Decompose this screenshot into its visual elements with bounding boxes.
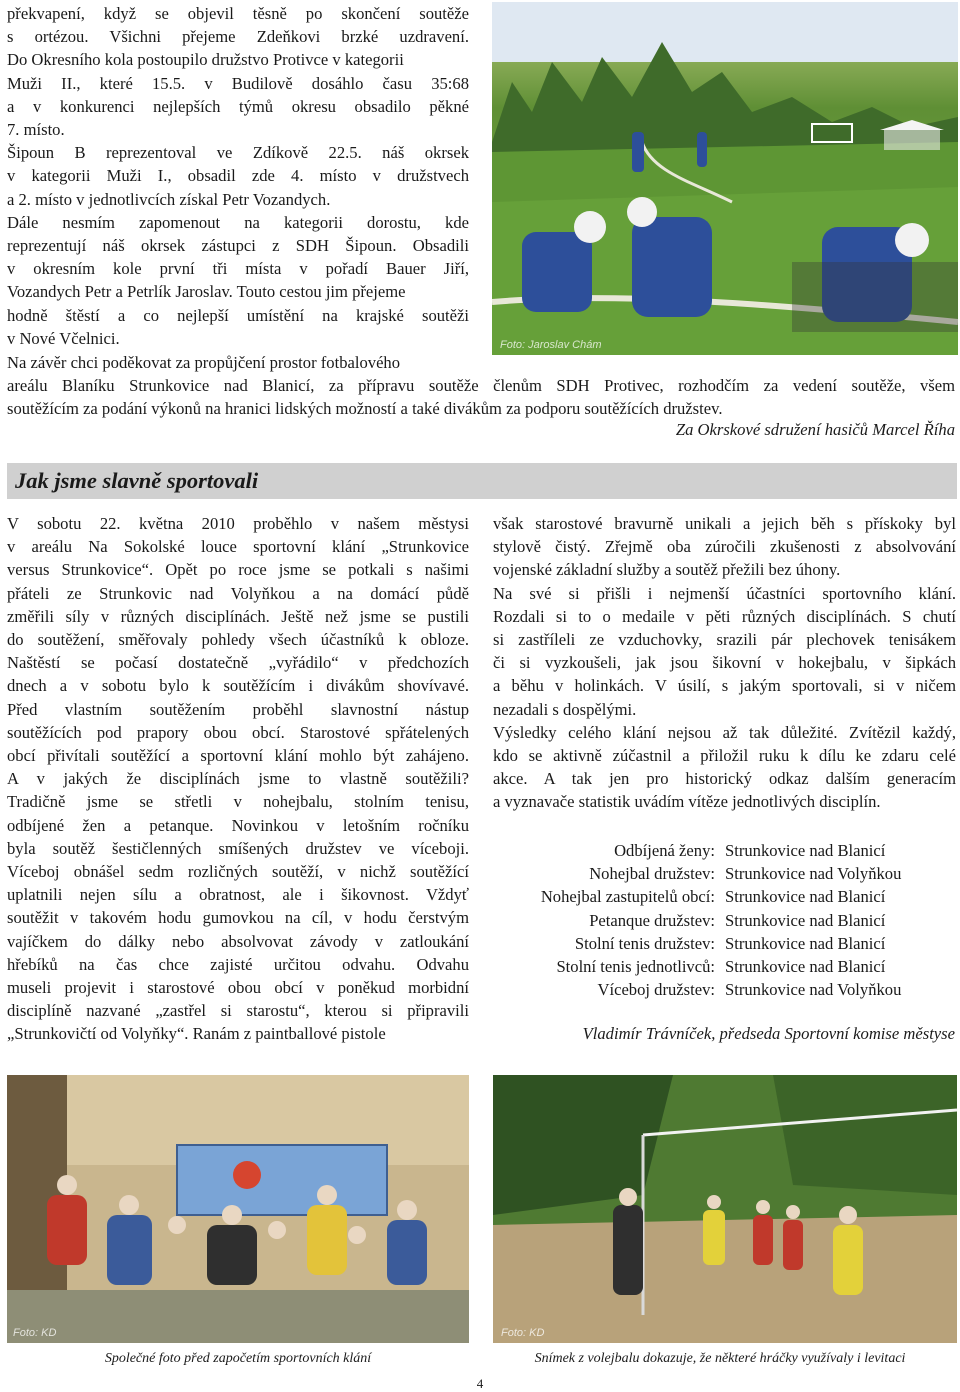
text-line: Vozandych Petr a Petrlík Jaroslav. Touto cestou jim přejeme bbox=[7, 282, 406, 302]
result-row bbox=[493, 862, 956, 885]
text-line: odbíjené žen a petanque. Novinkou v letošním ročníku bbox=[7, 815, 469, 835]
text-line: Muži II., které 15.5. v Budilově dosáhlo času 35:68 bbox=[7, 73, 469, 93]
page-number: 4 bbox=[476, 1376, 484, 1391]
result-row bbox=[493, 885, 956, 908]
result-discipline: Nohejbal zastupitelů obcí: bbox=[540, 887, 715, 907]
fire-competition-closing bbox=[7, 351, 955, 421]
result-winner: Strunkovice nad Blanicí bbox=[725, 957, 886, 977]
volleyball-photo-caption: Snímek z volejbalu dokazuje, že některé hráčky využívaly i levitaci bbox=[534, 1351, 906, 1366]
result-discipline: Víceboj družstev: bbox=[597, 980, 715, 1000]
text-line: Tradičně jsme se střetli v nohejbalu, stolním tenisu, bbox=[7, 792, 469, 812]
text-line: do soutěžení, směřovaly pohledy všech účastníků k obloze. bbox=[7, 630, 469, 650]
text-line: areálu Blaníku Strunkovice nad Blanicí, za přípravu soutěže členům SDH Protivec, rozhodčím za vedení soutěže, všem bbox=[7, 376, 955, 396]
text-line: A v jakých že disciplínách jsme to vlastně soutěžili? bbox=[7, 769, 469, 789]
text-line: soutěžících pod prapory obou obcí. Starostové spřátelených bbox=[7, 722, 469, 742]
result-winner: Strunkovice nad Blanicí bbox=[725, 910, 886, 930]
text-line: si zastříleli ze vzduchovky, srazili pár plechovek tenisákem bbox=[493, 630, 956, 650]
text-line: kdo se aktivně zúčastnil a přiložil ruku k dílu ke zdaru celé bbox=[493, 746, 956, 766]
text-line: a vyznavače statistik uvádím vítěze jednotlivých disciplín. bbox=[493, 792, 881, 812]
text-line: soutěžit v takovém hodu gumovkou na cíl, v hodu čerstvým bbox=[7, 908, 469, 928]
result-discipline: Nohejbal družstev: bbox=[589, 864, 715, 884]
result-discipline: Odbíjená ženy: bbox=[614, 841, 715, 860]
section-heading: Jak jsme slavně sportovali bbox=[15, 468, 259, 493]
text-line: Výsledky celého klání nejsou až tak důležité. Zvítězil každý, bbox=[493, 722, 956, 742]
group-photo-credit: Foto: KD bbox=[13, 1327, 57, 1339]
result-row bbox=[493, 955, 956, 978]
result-winner: Strunkovice nad Volyňkou bbox=[725, 980, 902, 1000]
group-photo-caption: Společné foto před započetím sportovních klání bbox=[104, 1351, 372, 1366]
text-line: Dále nesmím zapomenout na kategorii dorostu, kde bbox=[7, 212, 469, 232]
text-line: museli projevit i starostové obou obcí v poněkud morbidní bbox=[7, 978, 469, 998]
result-winner: Strunkovice nad Blanicí bbox=[725, 933, 886, 953]
text-line: změřili síly v různých disciplínách. Ještě než jsme se pustili bbox=[7, 606, 469, 626]
group-photo bbox=[7, 1075, 469, 1343]
photo-credit: Foto: Jaroslav Chám bbox=[500, 339, 602, 351]
result-row bbox=[493, 839, 956, 862]
text-line: přáteli ze Strunkovic nad Volyňkou a na domácí půdě bbox=[7, 583, 469, 603]
text-line: a běhu v holinkách. V úsilí, s jakým sportovali, si v ničem bbox=[493, 676, 956, 696]
result-row bbox=[493, 978, 956, 1001]
text-line: Rozdali si to o medaile v pěti různých disciplínách. S chutí bbox=[493, 606, 956, 626]
text-line: vojenské základní služby a soutěž přežili bez úhony. bbox=[493, 560, 841, 580]
results-table bbox=[493, 839, 956, 1001]
sports-article-right-column bbox=[493, 512, 956, 814]
fire-article-signature: Za Okrskové sdružení hasičů Marcel Říha bbox=[675, 420, 955, 439]
volleyball-photo-credit: Foto: KD bbox=[501, 1327, 545, 1339]
text-line: či si vyzkoušeli, jak jsou šikovní v hokejbalu, v šipkách bbox=[493, 653, 956, 673]
firemen-competition-photo bbox=[492, 2, 958, 355]
text-line: s ortézou. Všichni přejeme Zdeňkovi brzké uzdravení. bbox=[7, 27, 469, 47]
text-line: v kategorii Muži I., obsadil zde 4. místo v družstvech bbox=[7, 166, 469, 186]
text-line: Do Okresního kola postoupilo družstvo Protivce v kategorii bbox=[7, 50, 404, 70]
text-line: byla soutěž šestičlenných smíšených družstev ve víceboji. bbox=[7, 838, 469, 858]
firemen-photo-illustration bbox=[492, 2, 958, 355]
text-line: „Strunkovičtí od Volyňky“. Ranám z paintballové pistole bbox=[7, 1024, 386, 1044]
result-discipline: Petanque družstev: bbox=[589, 910, 715, 930]
text-line: Šipoun B reprezentoval ve Zdíkově 22.5. náš okrsek bbox=[7, 143, 469, 163]
sports-article-left-column bbox=[7, 512, 469, 1046]
text-line: Před vlastním soutěžením proběhl slavnostní nástup bbox=[7, 699, 469, 719]
text-line: v okresním kole první tři místa v pořadí Bauer Jiří, bbox=[7, 259, 469, 279]
text-line: Naštěstí se počasí dostatečně „vyřádilo“ v předchozích bbox=[7, 653, 469, 673]
volleyball-photo bbox=[493, 1075, 957, 1343]
result-row bbox=[493, 932, 956, 955]
result-discipline: Stolní tenis jednotlivců: bbox=[556, 957, 715, 977]
result-winner: Strunkovice nad Volyňkou bbox=[725, 864, 902, 884]
text-line: nezadali s dospělými. bbox=[493, 699, 637, 719]
result-winner: Strunkovice nad Blanicí bbox=[725, 841, 886, 860]
volleyball-photo-illustration bbox=[493, 1075, 957, 1343]
text-line: hřebíků na čas chce zajisté určitou odvahu. Odvahu bbox=[7, 954, 469, 974]
text-line: Na závěr chci poděkovat za propůjčení prostor fotbalového bbox=[7, 353, 401, 372]
text-line: a 2. místo v jednotlivcích získal Petr Vozandych. bbox=[7, 189, 331, 209]
result-winner: Strunkovice nad Blanicí bbox=[725, 887, 886, 907]
text-line: však starostové bravurně unikali a jejich běh s přískoky byl bbox=[493, 514, 956, 533]
text-line: a v konkurenci nejlepších týmů okresu obsadilo pěkné bbox=[7, 96, 469, 116]
text-line: hodně štěstí a co nejlepší umístění na krajské soutěži bbox=[7, 305, 469, 325]
result-discipline: Stolní tenis družstev: bbox=[574, 933, 715, 953]
text-line: Na své si přišli i nejmenší účastníci sportovního klání. bbox=[493, 583, 956, 603]
text-line: akce. A tak jen pro historický odkaz dalším generacím bbox=[493, 769, 956, 789]
text-line: V sobotu 22. května 2010 proběhlo v našem městysi bbox=[7, 514, 469, 533]
section-heading-bar bbox=[7, 463, 957, 499]
text-line: dnech a v sobotu bylo k soutěžícím i divákům shovívavé. bbox=[7, 676, 469, 696]
text-line: v areálu Na Sokolské louce sportovní klání „Strunkovice bbox=[7, 537, 469, 557]
text-line: v Nové Včelnici. bbox=[7, 328, 120, 348]
text-line: versus Strunkovice“. Opět po roce jsme se potkali s našimi bbox=[7, 560, 469, 580]
result-row bbox=[493, 909, 956, 932]
text-line: 7. místo. bbox=[7, 120, 65, 140]
text-line: vajíčkem do dálky nebo absolvovat závody v zatloukání bbox=[7, 931, 469, 951]
text-line: disciplíně nazvané „zastřel si starostu“, kterou si připravili bbox=[7, 1001, 469, 1021]
text-line: Víceboj obnášel sedm rozličných soutěží, v nichž soutěžící bbox=[7, 862, 469, 882]
group-photo-illustration bbox=[7, 1075, 469, 1343]
text-line: překvapení, když se objevil těsně po skončení soutěže bbox=[7, 4, 469, 23]
sports-article-signature: Vladimír Trávníček, předseda Sportovní komise městyse bbox=[582, 1024, 955, 1043]
text-line: uplatnili nejen sílu a obratnost, ale i šikovnost. Vždyť bbox=[7, 885, 469, 905]
fire-competition-article-end bbox=[7, 2, 469, 350]
text-line: reprezentují náš okrsek zástupci z SDH Šipoun. Obsadili bbox=[7, 236, 469, 256]
text-line: soutěžícím za podání výkonů na hranici lidských možností a také divákům za podporu soutěžících družstev. bbox=[7, 399, 723, 419]
text-line: obcí přivítali soutěžící a sportovní klání mohlo být zahájeno. bbox=[7, 746, 469, 766]
text-line: stylově čistý. Zřejmě oba zúročili zkušenosti z absolvování bbox=[493, 537, 956, 557]
